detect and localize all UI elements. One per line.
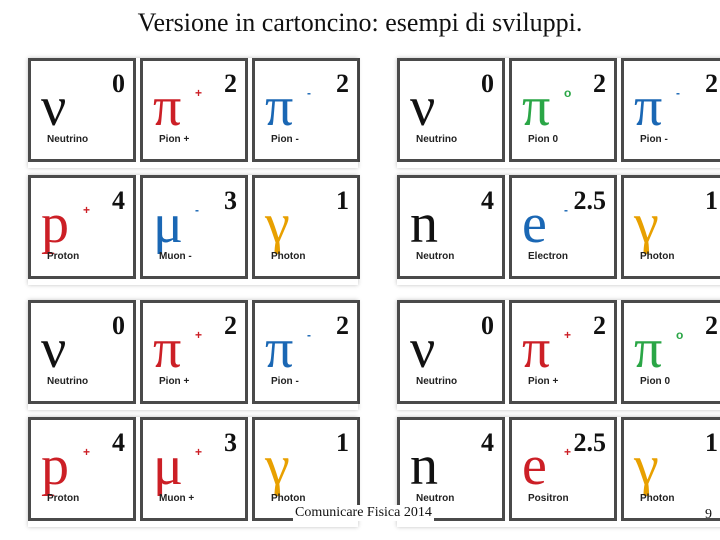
charge-superscript: + — [195, 86, 203, 100]
particle-card — [252, 300, 360, 404]
particle-name: Neutrino — [416, 134, 458, 145]
card-value: 4 — [112, 428, 125, 457]
particle-card — [28, 58, 136, 162]
card-value: 4 — [112, 186, 125, 215]
footer-text: Comunicare Fisica 2014 — [295, 505, 432, 520]
page-number: 9 — [705, 507, 712, 522]
charge-superscript: - — [307, 328, 311, 342]
particle-symbol: π — [265, 318, 294, 380]
particle-card — [621, 58, 720, 162]
particle-name: Photon — [640, 251, 675, 262]
particle-name: Muon - — [159, 251, 192, 262]
charge-superscript: + — [83, 445, 91, 459]
card-value: 4 — [481, 428, 494, 457]
particle-symbol: ν — [41, 76, 67, 138]
particle-card — [621, 300, 720, 404]
card-value: 1 — [336, 428, 349, 457]
charge-superscript: - — [307, 86, 311, 100]
card-value: 0 — [481, 311, 494, 340]
particle-name: Neutrino — [416, 376, 458, 387]
particle-name: Muon + — [159, 493, 195, 504]
particle-symbol: π — [522, 76, 551, 138]
particle-card — [621, 417, 720, 521]
particle-name: Neutron — [416, 251, 455, 262]
particle-name: Neutron — [416, 493, 455, 504]
particle-card-panel — [28, 175, 358, 285]
particle-card-panel — [28, 58, 358, 168]
card-value: 3 — [224, 428, 237, 457]
charge-superscript: + — [83, 203, 91, 217]
particle-card-panel — [397, 300, 720, 410]
particle-symbol: π — [522, 318, 551, 380]
charge-superscript: o — [676, 328, 684, 342]
card-value: 2.5 — [573, 428, 606, 457]
particle-name: Pion 0 — [640, 376, 671, 387]
particle-symbol: γ — [634, 435, 659, 497]
particle-name: Neutrino — [47, 376, 89, 387]
particle-name: Pion - — [271, 376, 299, 387]
charge-superscript: - — [564, 203, 568, 217]
particle-card-panel — [28, 300, 358, 410]
particle-card-panel — [397, 417, 720, 527]
particle-symbol: γ — [634, 193, 659, 255]
particle-symbol: π — [265, 76, 294, 138]
charge-superscript: o — [564, 86, 572, 100]
particle-symbol: π — [634, 318, 663, 380]
card-value: 2 — [224, 311, 237, 340]
card-value: 1 — [705, 186, 718, 215]
particle-card — [140, 417, 248, 521]
particle-symbol: e — [522, 193, 547, 255]
card-value: 0 — [112, 69, 125, 98]
particle-card — [140, 300, 248, 404]
particle-symbol: π — [153, 318, 182, 380]
charge-superscript: + — [564, 445, 572, 459]
card-value: 2 — [593, 69, 606, 98]
particle-name: Pion 0 — [528, 134, 559, 145]
particle-name: Pion - — [640, 134, 668, 145]
particle-name: Pion + — [528, 376, 559, 387]
card-value: 2 — [705, 69, 718, 98]
slide-title: Versione in cartoncino: esempi di sviluppi. — [137, 8, 583, 37]
particle-symbol: n — [410, 435, 438, 497]
charge-superscript: - — [195, 203, 199, 217]
particle-name: Photon — [640, 493, 675, 504]
particle-card — [140, 175, 248, 279]
particle-name: Neutrino — [47, 134, 89, 145]
particle-symbol: μ — [153, 193, 184, 255]
particle-name: Positron — [528, 493, 569, 504]
particle-name: Pion - — [271, 134, 299, 145]
particle-card — [252, 58, 360, 162]
particle-symbol: γ — [265, 435, 290, 497]
particle-symbol: ν — [410, 76, 436, 138]
particle-symbol: p — [41, 435, 69, 497]
particle-card — [509, 175, 617, 279]
charge-superscript: + — [564, 328, 572, 342]
card-value: 4 — [481, 186, 494, 215]
card-value: 3 — [224, 186, 237, 215]
card-value: 2 — [705, 311, 718, 340]
particle-name: Photon — [271, 493, 306, 504]
card-value: 1 — [336, 186, 349, 215]
particle-card — [509, 300, 617, 404]
particle-card — [252, 175, 360, 279]
particle-name: Pion + — [159, 376, 190, 387]
particle-card — [28, 300, 136, 404]
particle-name: Pion + — [159, 134, 190, 145]
charge-superscript: + — [195, 328, 203, 342]
card-value: 0 — [481, 69, 494, 98]
particle-card-panel — [397, 175, 720, 285]
particle-card — [509, 417, 617, 521]
particle-name: Proton — [47, 251, 80, 262]
card-value: 1 — [705, 428, 718, 457]
particle-symbol: e — [522, 435, 547, 497]
card-value: 0 — [112, 311, 125, 340]
particle-card — [509, 58, 617, 162]
particle-symbol: ν — [41, 318, 67, 380]
card-value: 2 — [224, 69, 237, 98]
particle-card — [397, 58, 505, 162]
particle-symbol: ν — [410, 318, 436, 380]
particle-card-panel — [397, 58, 720, 168]
particle-symbol: n — [410, 193, 438, 255]
card-value: 2 — [336, 311, 349, 340]
particle-symbol: μ — [153, 435, 184, 497]
particle-name: Photon — [271, 251, 306, 262]
particle-name: Proton — [47, 493, 80, 504]
charge-superscript: - — [676, 86, 680, 100]
particle-card — [397, 175, 505, 279]
particle-card — [397, 300, 505, 404]
particle-card — [621, 175, 720, 279]
particle-name: Electron — [528, 251, 569, 262]
particle-card — [140, 58, 248, 162]
particle-symbol: π — [634, 76, 663, 138]
particle-card — [28, 417, 136, 521]
card-value: 2.5 — [573, 186, 606, 215]
particle-card — [28, 175, 136, 279]
particle-symbol: π — [153, 76, 182, 138]
card-value: 2 — [336, 69, 349, 98]
particle-symbol: p — [41, 193, 69, 255]
card-value: 2 — [593, 311, 606, 340]
particle-symbol: γ — [265, 193, 290, 255]
charge-superscript: + — [195, 445, 203, 459]
